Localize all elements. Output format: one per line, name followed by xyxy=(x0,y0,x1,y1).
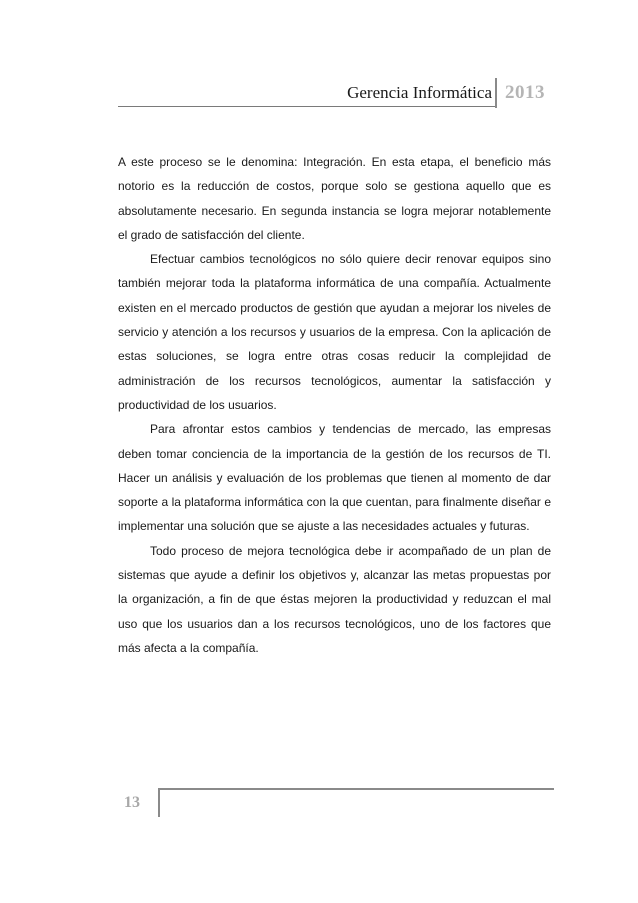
header-title: Gerencia Informática xyxy=(347,83,492,102)
page-number: 13 xyxy=(124,794,140,811)
paragraph-1: A este proceso se le denomina: Integración. En esta etapa, el beneficio más notorio es la reducción de costos, porque solo se gestiona aquello que es absolutamente necesario. En segunda instancia se logra mejorar notablemente el grado de satisfacción del cliente. xyxy=(118,155,551,242)
paragraph-4: Todo proceso de mejora tecnológica debe ir acompañado de un plan de sistemas que ayude a definir los objetivos y, alcanzar las metas propuestas por la organización, a fin de que éstas mejoren la productividad y reduzcan el mal uso que los usuarios dan a los recursos tecnológicos, uno de los factores que más afecta a la compañía. xyxy=(118,543,551,655)
footer-divider xyxy=(158,788,160,817)
paragraph-2: Efectuar cambios tecnológicos no sólo quiere decir renovar equipos sino también mejorar toda la plataforma informática de una compañía. Actualmente existen en el mercado productos de gestión que ayudan a mejorar los niveles de servicio y atención a los recursos y usuarios de la empresa. Con la aplicación de estas soluciones, se logra entre otras cosas reducir la complejidad de administración de los recursos tecnológicos, aumentar la satisfacción y productividad de los usuarios. xyxy=(118,252,551,412)
header-rule xyxy=(118,106,495,107)
page-header xyxy=(118,78,554,108)
header-year: 2013 xyxy=(505,82,545,103)
paragraph-3: Para afrontar estos cambios y tendencias de mercado, las empresas deben tomar conciencia de la importancia de la gestión de los recursos de TI. Hacer un análisis y evaluación de los problemas que tienen al momento de dar soporte a la plataforma informática con la que cuentan, para finalmente diseñar e implementar una solución que se ajuste a las necesidades actuales y futuras. xyxy=(118,422,551,534)
header-divider xyxy=(495,78,497,108)
body-text xyxy=(118,150,551,660)
page-footer xyxy=(118,786,554,818)
footer-rule xyxy=(158,788,554,790)
